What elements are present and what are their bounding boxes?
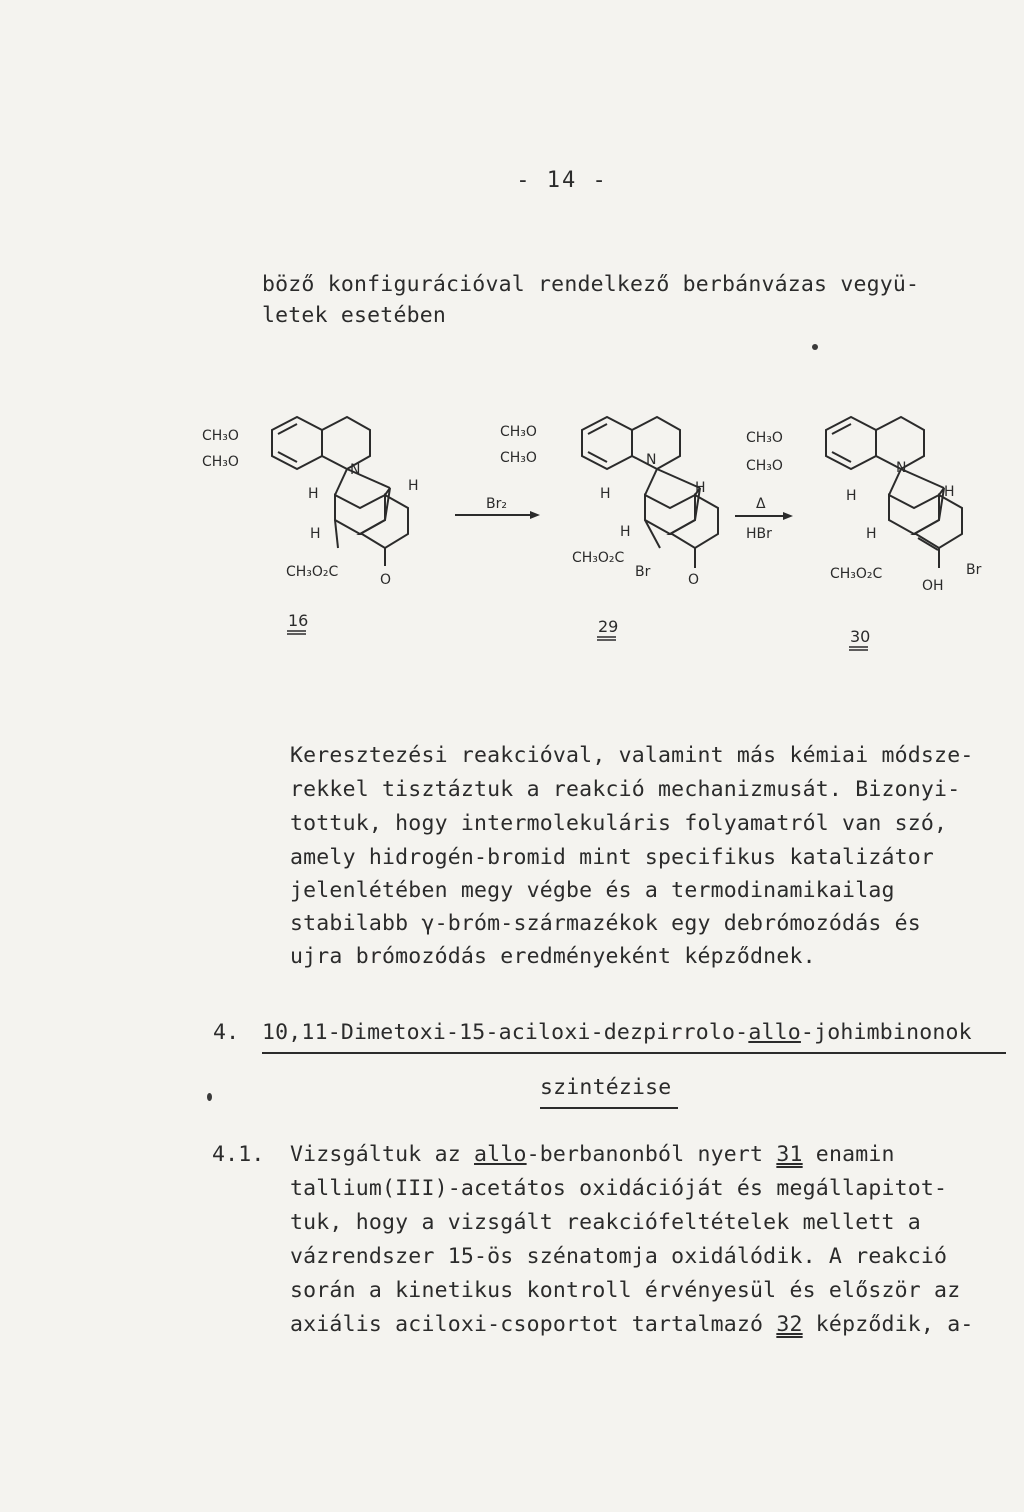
section-title-rule bbox=[262, 1052, 1006, 1054]
intro-line-2: letek esetében bbox=[262, 303, 447, 328]
label-30-och3-a: CH₃O bbox=[746, 430, 783, 446]
label-30-oh: OH bbox=[922, 578, 944, 594]
label-16-oxo: O bbox=[380, 572, 392, 588]
paragraph1-line-7: ujra brómozódás eredményeként képződnek. bbox=[290, 944, 816, 969]
section-title-line2: szintézise bbox=[540, 1075, 672, 1100]
page-number: - 14 - bbox=[516, 168, 608, 193]
p2-l1-post: enamin bbox=[802, 1142, 895, 1167]
intro-line-1: böző konfigurációval rendelkező berbánvázas vegyü- bbox=[262, 272, 920, 297]
section-title bbox=[262, 1020, 972, 1045]
paragraph2-line-6 bbox=[290, 1312, 974, 1337]
label-16-n: N bbox=[350, 462, 361, 478]
label-16-och3-b: CH₃O bbox=[202, 454, 239, 470]
subsection-number: 4.1. bbox=[212, 1142, 265, 1167]
label-29-och3-b: CH₃O bbox=[500, 450, 537, 466]
section-title-allo: allo bbox=[748, 1020, 801, 1045]
label-29-h2: H bbox=[695, 480, 706, 496]
p2-l1-allo: allo bbox=[474, 1142, 527, 1167]
paragraph2-line-3: tuk, hogy a vizsgált reakciófeltételek mellett a bbox=[290, 1210, 921, 1235]
label-29-h3: H bbox=[620, 524, 631, 540]
arrow2-reagent: HBr bbox=[746, 526, 772, 542]
arrow-head-2 bbox=[783, 512, 793, 520]
paragraph1-line-2: rekkel tisztáztuk a reakció mechanizmusát. Bizonyi- bbox=[290, 777, 961, 802]
label-16-och3-a: CH₃O bbox=[202, 428, 239, 444]
paragraph1-line-3: tottuk, hogy intermolekuláris folyamatról van szó, bbox=[290, 811, 948, 836]
paragraph1-line-6: stabilabb γ-bróm-származékok egy debrómozódás és bbox=[290, 911, 921, 936]
reaction-scheme bbox=[190, 400, 1010, 670]
arrow2-heat: Δ bbox=[756, 496, 766, 512]
paragraph2-line-4: vázrendszer 15-ös szénatomja oxidálódik. A reakció bbox=[290, 1244, 948, 1269]
label-29-oxo: O bbox=[688, 572, 700, 588]
p2-l1-pre: Vizsgáltuk az bbox=[290, 1142, 475, 1167]
paragraph1-line-5: jelenlétében megy végbe és a termodinamikailag bbox=[290, 878, 895, 903]
label-30-h1: H bbox=[846, 488, 857, 504]
label-16-ester: CH₃O₂C bbox=[286, 564, 339, 580]
structure-16 bbox=[272, 417, 408, 566]
section-title-pre: 10,11-Dimetoxi-15-aciloxi-dezpirrolo- bbox=[262, 1020, 749, 1045]
compound-number-29: 29 bbox=[598, 617, 619, 636]
label-30-h2: H bbox=[944, 484, 955, 500]
label-29-och3-a: CH₃O bbox=[500, 424, 537, 440]
label-16-h2: H bbox=[408, 478, 419, 494]
section-number: 4. bbox=[213, 1020, 240, 1045]
label-30-h3: H bbox=[866, 526, 877, 542]
label-30-ester: CH₃O₂C bbox=[830, 566, 883, 582]
p2-l6-post: képződik, a- bbox=[802, 1312, 974, 1337]
paragraph1-line-4: amely hidrogén-bromid mint specifikus katalizátor bbox=[290, 845, 935, 870]
label-29-n: N bbox=[646, 452, 657, 468]
label-29-br: Br bbox=[635, 564, 651, 580]
section-title-post: -johimbinonok bbox=[800, 1020, 972, 1045]
compound-number-30: 30 bbox=[850, 627, 871, 646]
section-title-rule-2 bbox=[540, 1107, 678, 1109]
label-29-ester: CH₃O₂C bbox=[572, 550, 625, 566]
label-29-h1: H bbox=[600, 486, 611, 502]
paragraph1-line-1: Keresztezési reakcióval, valamint más kémiai módsze- bbox=[290, 743, 974, 768]
paragraph2-line-2: tallium(III)-acetátos oxidációját és megállapitot- bbox=[290, 1176, 948, 1201]
paragraph2-line-5: során a kinetikus kontroll érvényesül és először az bbox=[290, 1278, 961, 1303]
ink-speck bbox=[812, 344, 818, 350]
arrow-head-1 bbox=[530, 511, 540, 519]
arrow1-reagent: Br₂ bbox=[486, 496, 507, 512]
label-30-br: Br bbox=[966, 562, 982, 578]
p2-l1-mid: -berbanonból nyert bbox=[526, 1142, 777, 1167]
paragraph2-line-1 bbox=[290, 1142, 895, 1167]
ink-speck bbox=[207, 1093, 212, 1101]
compound-ref-31: 31 bbox=[776, 1142, 803, 1167]
label-16-h1: H bbox=[308, 486, 319, 502]
label-30-n: N bbox=[896, 460, 907, 476]
label-30-och3-b: CH₃O bbox=[746, 458, 783, 474]
compound-ref-32: 32 bbox=[776, 1312, 803, 1337]
compound-number-16: 16 bbox=[288, 611, 309, 630]
label-16-h3: H bbox=[310, 526, 321, 542]
p2-l6-pre: axiális aciloxi-csoportot tartalmazó bbox=[290, 1312, 777, 1337]
